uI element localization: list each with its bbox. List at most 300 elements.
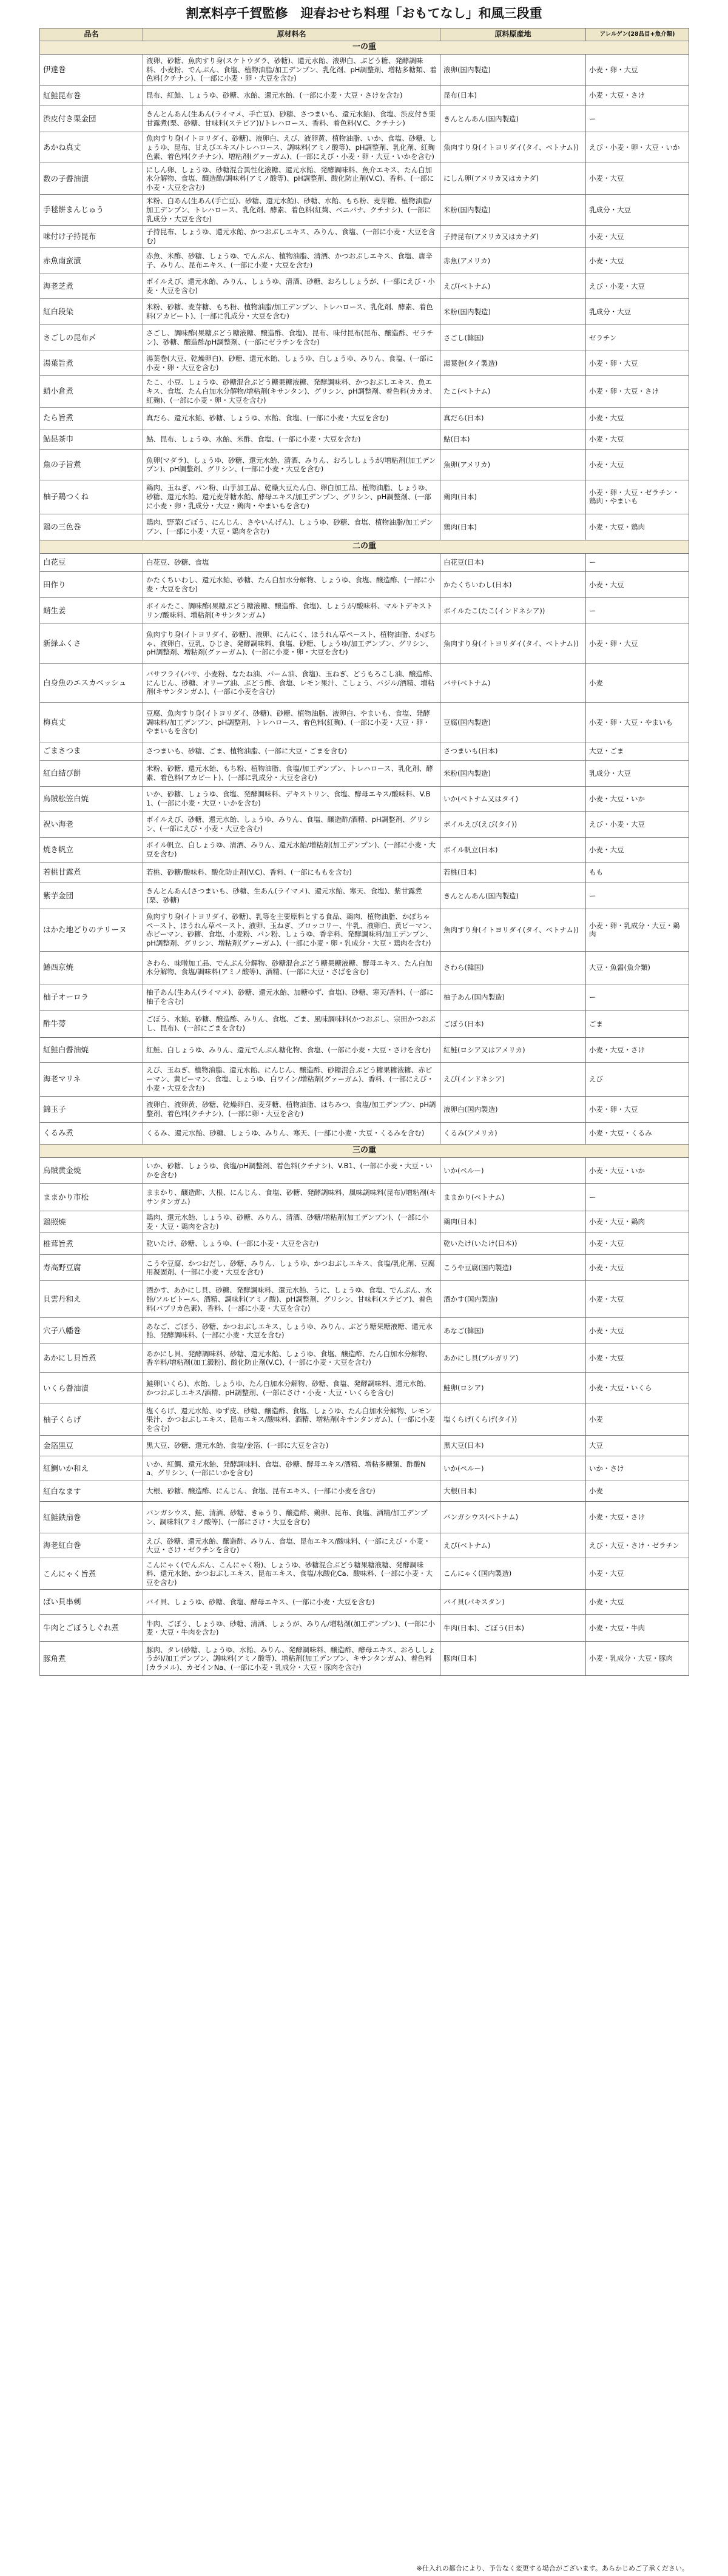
item-name: 紅白なます [40, 1481, 143, 1502]
allergens: ー [586, 553, 689, 571]
allergens: えび・小麦・大豆 [586, 274, 689, 298]
ingredients: いか、砂糖、しょうゆ、食塩、発酵調味料、デキストリン、食塩、酵母エキス/酸味料、V.B1、(一部に小麦・大豆・いかを含む) [143, 786, 440, 811]
ingredients: 液卵、砂糖、魚肉すり身(スケトウダラ、砂糖)、還元水飴、液卵白、ぶどう糖、発酵調味料、小麦粉、でんぷん、食塩、植物油脂/加工デンプン、乳化剤、pH調整剤、増粘多糖類、着色料(クチナシ)、(一部に小麦・卵・大豆を含む) [143, 55, 440, 86]
allergens: ー [586, 883, 689, 909]
origin: 豚肉(日本) [440, 1642, 586, 1676]
table-row [40, 553, 689, 571]
ingredients: あなご、ごぼう、砂糖、かつおぶしエキス、しょうゆ、みりん、ぶどう糖果糖液糖、還元水飴、発酵調味料、(一部に小麦・大豆を含む) [143, 1318, 440, 1344]
origin: いか(ペルー) [440, 1456, 586, 1481]
ingredients: 液卵白、液卵黄、砂糖、乾燥卵白、麦芽糖、植物油脂、はちみつ、食塩/加工デンプン、pH調整剤、着色料(クチナシ)、(一部に卵・大豆を含む) [143, 1096, 440, 1122]
item-name: あかにし貝旨煮 [40, 1344, 143, 1373]
table-row [40, 1558, 689, 1590]
table-row [40, 163, 689, 195]
item-name: 蛸小倉煮 [40, 375, 143, 407]
item-name: 紅鮭昆布巻 [40, 86, 143, 106]
section-label: 二の重 [40, 540, 689, 553]
origin: こうや豆腐(国内製造) [440, 1255, 586, 1281]
item-name: 柚子くらげ [40, 1404, 143, 1436]
allergens: 小麦・卵・大豆 [586, 624, 689, 663]
table-row [40, 1642, 689, 1676]
origin: いか(ペルー) [440, 1157, 586, 1183]
item-name: 数の子醤油漬 [40, 163, 143, 195]
allergens: 小麦 [586, 663, 689, 702]
item-name: 若桃甘露煮 [40, 862, 143, 883]
table-row [40, 514, 689, 540]
table-row [40, 1233, 689, 1255]
table-row [40, 702, 689, 742]
origin: 湯葉巻(タイ製造) [440, 351, 586, 375]
allergens: えび [586, 1062, 689, 1096]
ingredients: 酒かす、あかにし貝、砂糖、発酵調味料、還元水飴、うに、しょうゆ、食塩、でんぷん、水飴/ソルビトール、酒精、調味料(アミノ酸)、pH調整剤、グリシン、甘味料(ステビア)、着色料(パプリカ色素)、香料、(一部に小麦・大豆を含む) [143, 1281, 440, 1318]
table-row [40, 624, 689, 663]
origin: 液卵(国内製造) [440, 55, 586, 86]
item-name: 渋皮付き栗金団 [40, 106, 143, 132]
item-name: 海老芝煮 [40, 274, 143, 298]
ingredients: 米粉、白あん(生あん(手亡豆)、砂糖、還元水飴)、砂糖、水飴、もち粉、麦芽糖、植物油脂/加工デンプン、トレハロース、乳化剤、酵素、着色料(紅麹、ベニバナ、クチナシ)、(一部に乳成分・大豆を含む) [143, 195, 440, 226]
origin: バイ貝(パキスタン) [440, 1590, 586, 1615]
ingredients: 塩くらげ、還元水飴、ゆず皮、砂糖、醸造酢、食塩、しょうゆ、たん白加水分解物、レモン果汁、かつおぶしエキス、昆布エキス/酸味料、酒精、増粘剤(キサンタンガム)、(一部に小麦を含む) [143, 1404, 440, 1436]
origin: 鶏肉(日本) [440, 514, 586, 540]
table-row [40, 811, 689, 837]
item-name: 烏賊松笠白焼 [40, 786, 143, 811]
origin: 酒かす(国内製造) [440, 1281, 586, 1318]
origin: あなご(韓国) [440, 1318, 586, 1344]
item-name: 紅鯛いか和え [40, 1456, 143, 1481]
table-row [40, 1183, 689, 1211]
table-row [40, 195, 689, 226]
item-name: 鮎昆茶巾 [40, 429, 143, 449]
item-name: 寿高野豆腐 [40, 1255, 143, 1281]
ingredients: 柚子あん(生あん(ライマメ)、砂糖、還元水飴、加糖ゆず、食塩)、砂糖、寒天/香料、(一部に柚子を含む) [143, 984, 440, 1010]
item-name: 椎茸旨煮 [40, 1233, 143, 1255]
allergens: ー [586, 1183, 689, 1211]
ingredients: にしん卵、しょうゆ、砂糖混合異性化液糖、還元水飴、発酵調味料、魚介エキス、たん白加水分解物、食塩、醸造酢/調味料(アミノ酸等)、pH調整剤、酸化防止剤(V.C)、香料、(一部に小麦・大豆を含む) [143, 163, 440, 195]
origin: 液卵白(国内製造) [440, 1096, 586, 1122]
table-row [40, 226, 689, 247]
ingredients: ごぼう、水飴、砂糖、醸造酢、みりん、食塩、ごま、風味調味料(かつおぶし、宗田かつおぶし、昆布)、(一部にごまを含む) [143, 1010, 440, 1037]
origin: 魚肉すり身(イトヨリダイ(タイ、ベトナム)) [440, 624, 586, 663]
origin: さごし(韓国) [440, 325, 586, 351]
allergens: 小麦・大豆 [586, 1281, 689, 1318]
section-header [40, 1144, 689, 1157]
item-name: 烏賊黄金焼 [40, 1157, 143, 1183]
origin: 乾いたけ(いたけ(日本)) [440, 1233, 586, 1255]
ingredients: バンガシウス、鮭、清酒、砂糖、きゅうり、醸造酢、鶏卵、昆布、食塩、酒精/加工デンプン、調味料(アミノ酸等)、(一部にさけ・大豆を含む) [143, 1502, 440, 1533]
table-row [40, 1096, 689, 1122]
ingredients: ボイルたこ、調味酢(果糖ぶどう糖液糖、醸造酢、食塩)、しょうが/酸味料、マルトデキストリン/酸味料、増粘剤(キサンタンガム) [143, 597, 440, 624]
allergens: 小麦・卵・乳成分・大豆・鶏肉 [586, 909, 689, 951]
origin: えび(ベトナム) [440, 274, 586, 298]
item-name: 酢牛蒡 [40, 1010, 143, 1037]
ingredients: 子持昆布、しょうゆ、還元水飴、かつおぶしエキス、みりん、食塩、(一部に小麦・大豆を含む) [143, 226, 440, 247]
item-name: 鶏の三色巻 [40, 514, 143, 540]
ingredients: さごし、調味酢(果糖ぶどう糖液糖、醸造酢、食塩)、昆布、味付昆布(昆布、醸造酢、ゼラチン)、砂糖、醸造酢/pH調整剤、(一部にゼラチンを含む) [143, 325, 440, 351]
origin: 魚肉すり身(イトヨリダイ(タイ、ベトナム)) [440, 909, 586, 951]
item-name: 柚子鶏つくね [40, 480, 143, 514]
allergens: 小麦・大豆 [586, 1590, 689, 1615]
allergens: 小麦・卵・大豆・さけ [586, 375, 689, 407]
allergens: 小麦・大豆・いか [586, 1157, 689, 1183]
ingredients: さつまいも、砂糖、ごま、植物油脂、(一部に大豆・ごまを含む) [143, 742, 440, 760]
ingredients: 白花豆、砂糖、食塩 [143, 553, 440, 571]
allergens: 小麦・大豆 [586, 226, 689, 247]
ingredients: 鶏肉、玉ねぎ、パン粉、山芋加工品、乾燥大豆たん白、卵白加工品、植物油脂、しょうゆ、砂糖、還元水飴、還元麦芽糖水飴、酵母エキス/加工デンプン、グリシン、pH調整剤、(一部に小麦・卵・乳成分・大豆・鶏肉・やまいもを含む) [143, 480, 440, 514]
origin: ボイルたこ(たこ(インドネシア)) [440, 597, 586, 624]
ingredients: 豚肉、タレ(砂糖、しょうゆ、水飴、みりん、発酵調味料、醸造酢、酵母エキス、おろししょうが)/加工デンプン、調味料(アミノ酸等)、増粘剤(加工デンプン、キサンタンガム)、着色料(カラメル)、カゼインNa、(一部に小麦・乳成分・大豆・豚肉を含む) [143, 1642, 440, 1676]
table-header [40, 29, 689, 41]
allergens: 小麦・乳成分・大豆・豚肉 [586, 1642, 689, 1676]
ingredients: 鮭卵(いくら)、水飴、しょうゆ、たん白加水分解物、砂糖、食塩、発酵調味料、還元水飴、かつおぶしエキス/酒精、pH調整剤、(一部にさけ・小麦・大豆・いくらを含む) [143, 1373, 440, 1404]
item-name: こんにゃく旨煮 [40, 1558, 143, 1590]
table-row [40, 1037, 689, 1062]
allergens: 小麦・大豆 [586, 1558, 689, 1590]
item-name: 紅鮭白醤油焼 [40, 1037, 143, 1062]
item-name: 白花豆 [40, 553, 143, 571]
item-name: 鰆西京焼 [40, 951, 143, 984]
item-name: あかね真丈 [40, 132, 143, 163]
table-row [40, 663, 689, 702]
origin: こんにゃく(国内製造) [440, 1558, 586, 1590]
allergens: 小麦・大豆 [586, 837, 689, 862]
origin: ボイルえび(えび(タイ)) [440, 811, 586, 837]
table-row [40, 742, 689, 760]
origin: 子持昆布(アメリカ又はカナダ) [440, 226, 586, 247]
item-name: ばい貝串刺 [40, 1590, 143, 1615]
table-row [40, 480, 689, 514]
allergens: 小麦 [586, 1404, 689, 1436]
ingredients: 米粉、砂糖、還元水飴、もち粉、植物油脂、食塩/加工デンプン、トレハロース、乳化剤、酵素、着色料(アカビート)、(一部に乳成分・大豆を含む) [143, 760, 440, 786]
ingredients: さわら、味噌加工品、でんぷん分解物、砂糖混合ぶどう糖果糖液糖、酵母エキス、たん白加水分解物、食塩/調味料(アミノ酸等)、酒精、(一部に大豆・さばを含む) [143, 951, 440, 984]
table-row [40, 951, 689, 984]
item-name: 白身魚のエスカベッシュ [40, 663, 143, 702]
origin: さつまいも(日本) [440, 742, 586, 760]
ingredients: こんにゃく(でんぷん、こんにゃく粉)、しょうゆ、砂糖混合ぶどう糖果糖液糖、発酵調味料、還元水飴、かつおぶしエキス、昆布エキス、食塩/水酸化Ca、酸味料、(一部に小麦・大豆を含む) [143, 1558, 440, 1590]
origin: いか(ベトナム又はタイ) [440, 786, 586, 811]
item-name: 魚の子旨煮 [40, 449, 143, 480]
item-name: くるみ煮 [40, 1122, 143, 1144]
ingredients: かたくちいわし、還元水飴、砂糖、たん白加水分解物、しょうゆ、食塩、醸造酢、(一部に小麦・大豆を含む) [143, 571, 440, 597]
origin: 鶏肉(日本) [440, 1211, 586, 1233]
allergens: 乳成分・大豆 [586, 195, 689, 226]
table-row [40, 429, 689, 449]
allergens: 小麦・卵・大豆 [586, 1096, 689, 1122]
origin: あかにし貝(ブルガリア) [440, 1344, 586, 1373]
origin: 米粉(国内製造) [440, 760, 586, 786]
table-row [40, 407, 689, 429]
table-row [40, 909, 689, 951]
item-name: さごしの昆布〆 [40, 325, 143, 351]
table-row [40, 862, 689, 883]
table-row [40, 132, 689, 163]
ingredients: 鶏肉、野菜(ごぼう、にんじん、さやいんげん)、しょうゆ、砂糖、食塩、植物油脂/加工デンプン、(一部に小麦・大豆・鶏肉を含む) [143, 514, 440, 540]
ingredients: 赤魚、米酢、砂糖、しょうゆ、でんぷん、植物油脂、清酒、かつおぶしエキス、食塩、唐辛子、みりん、昆布エキス、(一部に小麦・大豆を含む) [143, 247, 440, 274]
ingredients: 湯葉巻(大豆、乾燥卵白)、砂糖、還元水飴、しょうゆ、白しょうゆ、みりん、食塩、(一部に小麦・卵・大豆を含む) [143, 351, 440, 375]
table-row [40, 1255, 689, 1281]
item-name: 柚子オーロラ [40, 984, 143, 1010]
allergens: ゼラチン [586, 325, 689, 351]
origin: 若桃(日本) [440, 862, 586, 883]
ingredients: 豆腐、魚肉すり身(イトヨリダイ、砂糖)、砂糖、植物油脂、液卵白、やまいも、食塩、発酵調味料/加工デンプン、pH調整剤、トレハロース、着色料(紅麹)、(一部に小麦・大豆・卵・やまいもを含む) [143, 702, 440, 742]
item-name: 錦玉子 [40, 1096, 143, 1122]
table-row [40, 247, 689, 274]
ingredients: あかにし貝、発酵調味料、砂糖、還元水飴、しょうゆ、食塩、醸造酢、たん白加水分解物、香辛料/増粘剤(加工澱粉)、酸化防止剤(V.C)、(一部に小麦・大豆を含む) [143, 1344, 440, 1373]
ingredients: いか、砂糖、しょうゆ、食塩/pH調整剤、着色料(クチナシ)、V.B1、(一部に小麦・大豆・いかを含む) [143, 1157, 440, 1183]
col-header-origin: 原料原産地 [440, 29, 586, 41]
table-row [40, 1010, 689, 1037]
allergens: 小麦・大豆 [586, 247, 689, 274]
table-row [40, 1615, 689, 1642]
allergens: 小麦・卵・大豆 [586, 55, 689, 86]
item-name: 味付け子持昆布 [40, 226, 143, 247]
allergens: 小麦・卵・大豆・やまいも [586, 702, 689, 742]
item-name: 赤魚南蛮漬 [40, 247, 143, 274]
table-row [40, 1456, 689, 1481]
allergens: 小麦・大豆 [586, 1233, 689, 1255]
origin: 真だら(日本) [440, 407, 586, 429]
ingredients: ままかり、醸造酢、大根、にんじん、食塩、砂糖、発酵調味料、風味調味料(昆布)/増粘剤(キサンタンガム) [143, 1183, 440, 1211]
ingredients: 鶏肉、還元水飴、しょうゆ、砂糖、みりん、清酒、砂糖/増粘剤(加工デンプン)、(一部に小麦・大豆・鶏肉を含む) [143, 1211, 440, 1233]
origin: えび(ベトナム) [440, 1533, 586, 1558]
ingredients: 魚肉すり身(イトヨリダイ、砂糖)、液卵白、えび、液卵黄、植物油脂、いか、食塩、砂糖、しょうゆ、昆布、甘えびエキス/トレハロース、調味料(アミノ酸等)、pH調整剤、乳化剤、紅麹色素、着色料(クチナシ)、増粘剤(グァーガム)、(一部にえび・小麦・卵・大豆・いかを含む) [143, 132, 440, 163]
allergens: 小麦・大豆・鶏肉 [586, 514, 689, 540]
ingredients: こうや豆腐、かつおだし、砂糖、みりん、しょうゆ、かつおぶしエキス、食塩/乳化剤、豆腐用凝固剤、(一部に小麦・大豆を含む) [143, 1255, 440, 1281]
table-row [40, 55, 689, 86]
item-name: 祝い海老 [40, 811, 143, 837]
ingredients: ボイル帆立、白しょうゆ、清酒、みりん、還元水飴/増粘剤(加工デンプン)、(一部に小麦・大豆を含む) [143, 837, 440, 862]
allergens: 小麦・大豆 [586, 1344, 689, 1373]
item-name: 手毬餅まんじゅう [40, 195, 143, 226]
item-name: 蛸生姜 [40, 597, 143, 624]
table-row [40, 1122, 689, 1144]
allergens: 小麦・大豆 [586, 1318, 689, 1344]
table-row [40, 298, 689, 325]
ingredients: バイ貝、しょうゆ、砂糖、食塩、酵母エキス、(一部に小麦・大豆を含む) [143, 1590, 440, 1615]
item-name: 焼き帆立 [40, 837, 143, 862]
table-body [40, 41, 689, 1676]
item-name: 伊達巻 [40, 55, 143, 86]
item-name: 海老紅白巻 [40, 1533, 143, 1558]
table-row [40, 274, 689, 298]
origin: 魚肉すり身(イトヨリダイ(タイ、ベトナム)) [440, 132, 586, 163]
origin: 紅鮭(ロシア又はアメリカ) [440, 1037, 586, 1062]
footnote: ※仕入れの都合により、予告なく変更する場合がございます。あらかじめご了承ください。 [416, 2564, 689, 2572]
ingredients: 米粉、砂糖、麦芽糖、もち粉、植物油脂/加工デンプン、トレハロース、乳化剤、酵素、着色料(アカビート)、(一部に乳成分・大豆を含む) [143, 298, 440, 325]
origin: ボイル帆立(日本) [440, 837, 586, 862]
origin: 昆布(日本) [440, 86, 586, 106]
ingredients: えび、砂糖、還元水飴、醸造酢、みりん、食塩、昆布エキス/酸味料、(一部にえび・小麦・大豆・さけ・ゼラチンを含む) [143, 1533, 440, 1558]
origin: くるみ(アメリカ) [440, 1122, 586, 1144]
table-row [40, 1533, 689, 1558]
allergens: 小麦・大豆・いくら [586, 1373, 689, 1404]
item-name: 紅鮭鉄扇巻 [40, 1502, 143, 1533]
ingredients: 乾いたけ、砂糖、しょうゆ、(一部に小麦・大豆を含む) [143, 1233, 440, 1255]
origin: たこ(ベトナム) [440, 375, 586, 407]
ingredients: 紅鮭、白しょうゆ、みりん、還元でんぷん糖化物、食塩、(一部に小麦・大豆・さけを含む) [143, 1037, 440, 1062]
allergens: ー [586, 597, 689, 624]
table-row [40, 86, 689, 106]
page-title: 割烹料亭千賀監修 迎春おせち料理「おもてなし」和風三段重 [186, 6, 542, 21]
table-row [40, 1318, 689, 1344]
origin: きんとんあん(国内製造) [440, 883, 586, 909]
ingredients: 真だら、還元水飴、砂糖、しょうゆ、水飴、食塩、(一部に小麦・大豆を含む) [143, 407, 440, 429]
origin: えび(インドネシア) [440, 1062, 586, 1096]
origin: 白花豆(日本) [440, 553, 586, 571]
table-row [40, 1281, 689, 1318]
origin: 鮎(日本) [440, 429, 586, 449]
item-name: 紅白結び餅 [40, 760, 143, 786]
item-name: 紫芋金団 [40, 883, 143, 909]
table-row [40, 106, 689, 132]
table-row [40, 786, 689, 811]
table-row [40, 449, 689, 480]
allergens: 小麦・大豆・くるみ [586, 1122, 689, 1144]
item-name: いくら醤油漬 [40, 1373, 143, 1404]
allergens: 小麦・大豆 [586, 571, 689, 597]
origin: かたくちいわし(日本) [440, 571, 586, 597]
item-name: 湯葉旨煮 [40, 351, 143, 375]
item-name: ごまさつま [40, 742, 143, 760]
item-name: 鶏照焼 [40, 1211, 143, 1233]
ingredients: 黒大豆、砂糖、還元水飴、食塩/金箔、(一部に大豆を含む) [143, 1436, 440, 1456]
section-label: 一の重 [40, 41, 689, 55]
allergens: ー [586, 106, 689, 132]
section-header [40, 540, 689, 553]
allergens: 小麦・大豆・いか [586, 786, 689, 811]
ingredients: 魚肉すり身(イトヨリダイ、砂糖)、乳等を主要原料とする食品、鶏肉、植物油脂、かぼちゃペースト、ほうれん草ペースト、液卵、玉ねぎ、ブロッコリー、牛乳、液卵白、黄ピーマン、赤ピーマン、砂糖、食塩、小麦粉、パン粉、しょうゆ、香辛料、発酵調味料/加工デンプン、pH調整剤、グリシン、増粘剤(グァーガム)、(一部に小麦・卵・乳成分・大豆・鶏肉を含む) [143, 909, 440, 951]
allergens: 小麦・大豆・さけ [586, 1502, 689, 1533]
allergens: 小麦・卵・大豆 [586, 351, 689, 375]
allergens: ー [586, 984, 689, 1010]
origin: 赤魚(アメリカ) [440, 247, 586, 274]
table-row [40, 760, 689, 786]
allergens: えび・小麦・大豆 [586, 811, 689, 837]
table-row [40, 1404, 689, 1436]
allergens: 小麦 [586, 1481, 689, 1502]
table-row [40, 325, 689, 351]
ingredients: いか、紅鯛、還元水飴、発酵調味料、食塩、砂糖、酵母エキス/酒精、増粘多糖類、酢酸Na、グリシン、(一部にいかを含む) [143, 1456, 440, 1481]
origin: 豆腐(国内製造) [440, 702, 586, 742]
table-row [40, 1062, 689, 1096]
item-name: たら旨煮 [40, 407, 143, 429]
ingredients: 牛肉、ごぼう、しょうゆ、砂糖、清酒、しょうが、みりん/増粘剤(加工デンプン)、(一部に小麦・大豆・牛肉を含む) [143, 1615, 440, 1642]
origin: バンガシウス(ベトナム) [440, 1502, 586, 1533]
origin: バサ(ベトナム) [440, 663, 586, 702]
item-name: 海老マリネ [40, 1062, 143, 1096]
section-header [40, 41, 689, 55]
ingredients: ボイルえび、砂糖、還元水飴、しょうゆ、みりん、食塩、醸造酢/酒精、pH調整剤、グリシン、(一部にえび・小麦・大豆を含む) [143, 811, 440, 837]
allergens: ごま [586, 1010, 689, 1037]
item-name: 穴子八幡巻 [40, 1318, 143, 1344]
table-row [40, 883, 689, 909]
allergens: 小麦・大豆・牛肉 [586, 1615, 689, 1642]
item-name: 金箔黒豆 [40, 1436, 143, 1456]
item-name: 梅真丈 [40, 702, 143, 742]
allergens: もも [586, 862, 689, 883]
ingredients: 若桃、砂糖/酸味料、酸化防止剤(V.C)、香料、(一部にももを含む) [143, 862, 440, 883]
ingredients: くるみ、還元水飴、砂糖、しょうゆ、みりん、寒天、(一部に小麦・大豆・くるみを含む) [143, 1122, 440, 1144]
allergens: 小麦・大豆 [586, 407, 689, 429]
col-header-allergy: アレルゲン(28品目+魚介類) [586, 29, 689, 41]
table-row [40, 1344, 689, 1373]
table-row [40, 984, 689, 1010]
origin: さわら(韓国) [440, 951, 586, 984]
origin: 黒大豆(日本) [440, 1436, 586, 1456]
allergens: 小麦・大豆 [586, 429, 689, 449]
origin: 塩くらげ(くらげ(タイ)) [440, 1404, 586, 1436]
ingredients: バサフライ(バサ、小麦粉、なたね油、パーム油、食塩)、玉ねぎ、どうもろこし油、醸造酢、にんじん、砂糖、オリーブ油、ぶどう酢、食塩、レモン果汁、こしょう、バジル/酒精、増粘剤(キサンタンガム)、(一部に小麦を含む) [143, 663, 440, 702]
allergens: 大豆 [586, 1436, 689, 1456]
origin: 牛肉(日本)、ごぼう(日本) [440, 1615, 586, 1642]
allergens: 小麦・大豆・さけ [586, 1037, 689, 1062]
ingredients: きんとんあん(さつまいも、砂糖、生あん(ライマメ)、還元水飴、寒天、食塩)、紫甘露煮(栗、砂糖) [143, 883, 440, 909]
origin: 魚卵(アメリカ) [440, 449, 586, 480]
item-name: 豚角煮 [40, 1642, 143, 1676]
item-name: ままかり市松 [40, 1183, 143, 1211]
ingredients: 魚卵(マダラ)、しょうゆ、砂糖、還元水飴、清酒、みりん、おろししょうが/増粘剤(加工デンプン)、pH調整剤、グリシン、(一部に小麦・大豆を含む) [143, 449, 440, 480]
allergens: 大豆・魚醤(魚介類) [586, 951, 689, 984]
origin: きんとんあん(国内製造) [440, 106, 586, 132]
item-name: 牛肉とごぼうしぐれ煮 [40, 1615, 143, 1642]
table-row [40, 1211, 689, 1233]
allergens: 小麦・大豆・さけ [586, 86, 689, 106]
item-name: はかた地どりのテリーヌ [40, 909, 143, 951]
allergens: 乳成分・大豆 [586, 760, 689, 786]
allergens: 小麦・大豆 [586, 449, 689, 480]
table-row [40, 1436, 689, 1456]
ingredients: えび、玉ねぎ、植物油脂、還元水飴、にんじん、醸造酢、砂糖混合ぶどう糖果糖液糖、赤ピーマン、黄ピーマン、食塩、しょうゆ、白ワイン/増粘剤(グァーガム)、香料、(一部にえび・小麦・大豆を含む) [143, 1062, 440, 1096]
origin: 柚子あん(国内製造) [440, 984, 586, 1010]
table-row [40, 1481, 689, 1502]
allergens: 小麦・卵・大豆・ゼラチン・鶏肉・やまいも [586, 480, 689, 514]
section-label: 三の重 [40, 1144, 689, 1157]
table-row [40, 837, 689, 862]
origin: ままかり(ベトナム) [440, 1183, 586, 1211]
allergens: えび・大豆・さけ・ゼラチン [586, 1533, 689, 1558]
item-name: 新緑ふくさ [40, 624, 143, 663]
allergens: 小麦・大豆 [586, 1255, 689, 1281]
allergens: いか・さけ [586, 1456, 689, 1481]
col-header-ingredients: 原材料名 [143, 29, 440, 41]
allergens: 乳成分・大豆 [586, 298, 689, 325]
ingredients: たこ、小豆、しょうゆ、砂糖混合ぶどう糖果糖液糖、発酵調味料、かつおぶしエキス、魚エキス、食塩、たん白加水分解物/増粘剤(キサンタン)、グリシン、pH調整剤、着色料(カカオ、紅麹)、(一部に小麦・卵・大豆を含む) [143, 375, 440, 407]
ingredients: 魚肉すり身(イトヨリダイ、砂糖)、液卵、にんにく、ほうれん草ペースト、植物油脂、かぼちゃ、液卵白、豆乳、ひじき、発酵調味料、食塩、砂糖、しょうゆ/加工デンプン、グリシン、pH調整剤、増粘剤(グァーガム)、(一部に小麦・卵・大豆を含む) [143, 624, 440, 663]
origin: 鮭卵(ロシア) [440, 1373, 586, 1404]
item-name: 貝雲丹和え [40, 1281, 143, 1318]
col-header-item: 品名 [40, 29, 143, 41]
table-row [40, 597, 689, 624]
table-row [40, 1157, 689, 1183]
table-row [40, 1502, 689, 1533]
allergens: 小麦・大豆・鶏肉 [586, 1211, 689, 1233]
allergens: えび・小麦・卵・大豆・いか [586, 132, 689, 163]
allergens: 小麦・大豆 [586, 163, 689, 195]
table-row [40, 375, 689, 407]
origin: 米粉(国内製造) [440, 298, 586, 325]
ingredients: 大根、砂糖、醸造酢、にんじん、食塩、昆布エキス、(一部に小麦を含む) [143, 1481, 440, 1502]
ingredients: 鮎、昆布、しょうゆ、水飴、米酢、食塩、(一部に小麦・大豆を含む) [143, 429, 440, 449]
allergens: 大豆・ごま [586, 742, 689, 760]
origin: 鶏肉(日本) [440, 480, 586, 514]
ingredients: ボイルえび、還元水飴、みりん、しょうゆ、清酒、砂糖、おろししょうが、(一部にえび・小麦・大豆を含む) [143, 274, 440, 298]
item-name: 紅白段染 [40, 298, 143, 325]
item-name: 田作り [40, 571, 143, 597]
table-row [40, 571, 689, 597]
table-row [40, 1590, 689, 1615]
origin: にしん卵(アメリカ又はカナダ) [440, 163, 586, 195]
origin: ごぼう(日本) [440, 1010, 586, 1037]
origin: 大根(日本) [440, 1481, 586, 1502]
table-row [40, 351, 689, 375]
